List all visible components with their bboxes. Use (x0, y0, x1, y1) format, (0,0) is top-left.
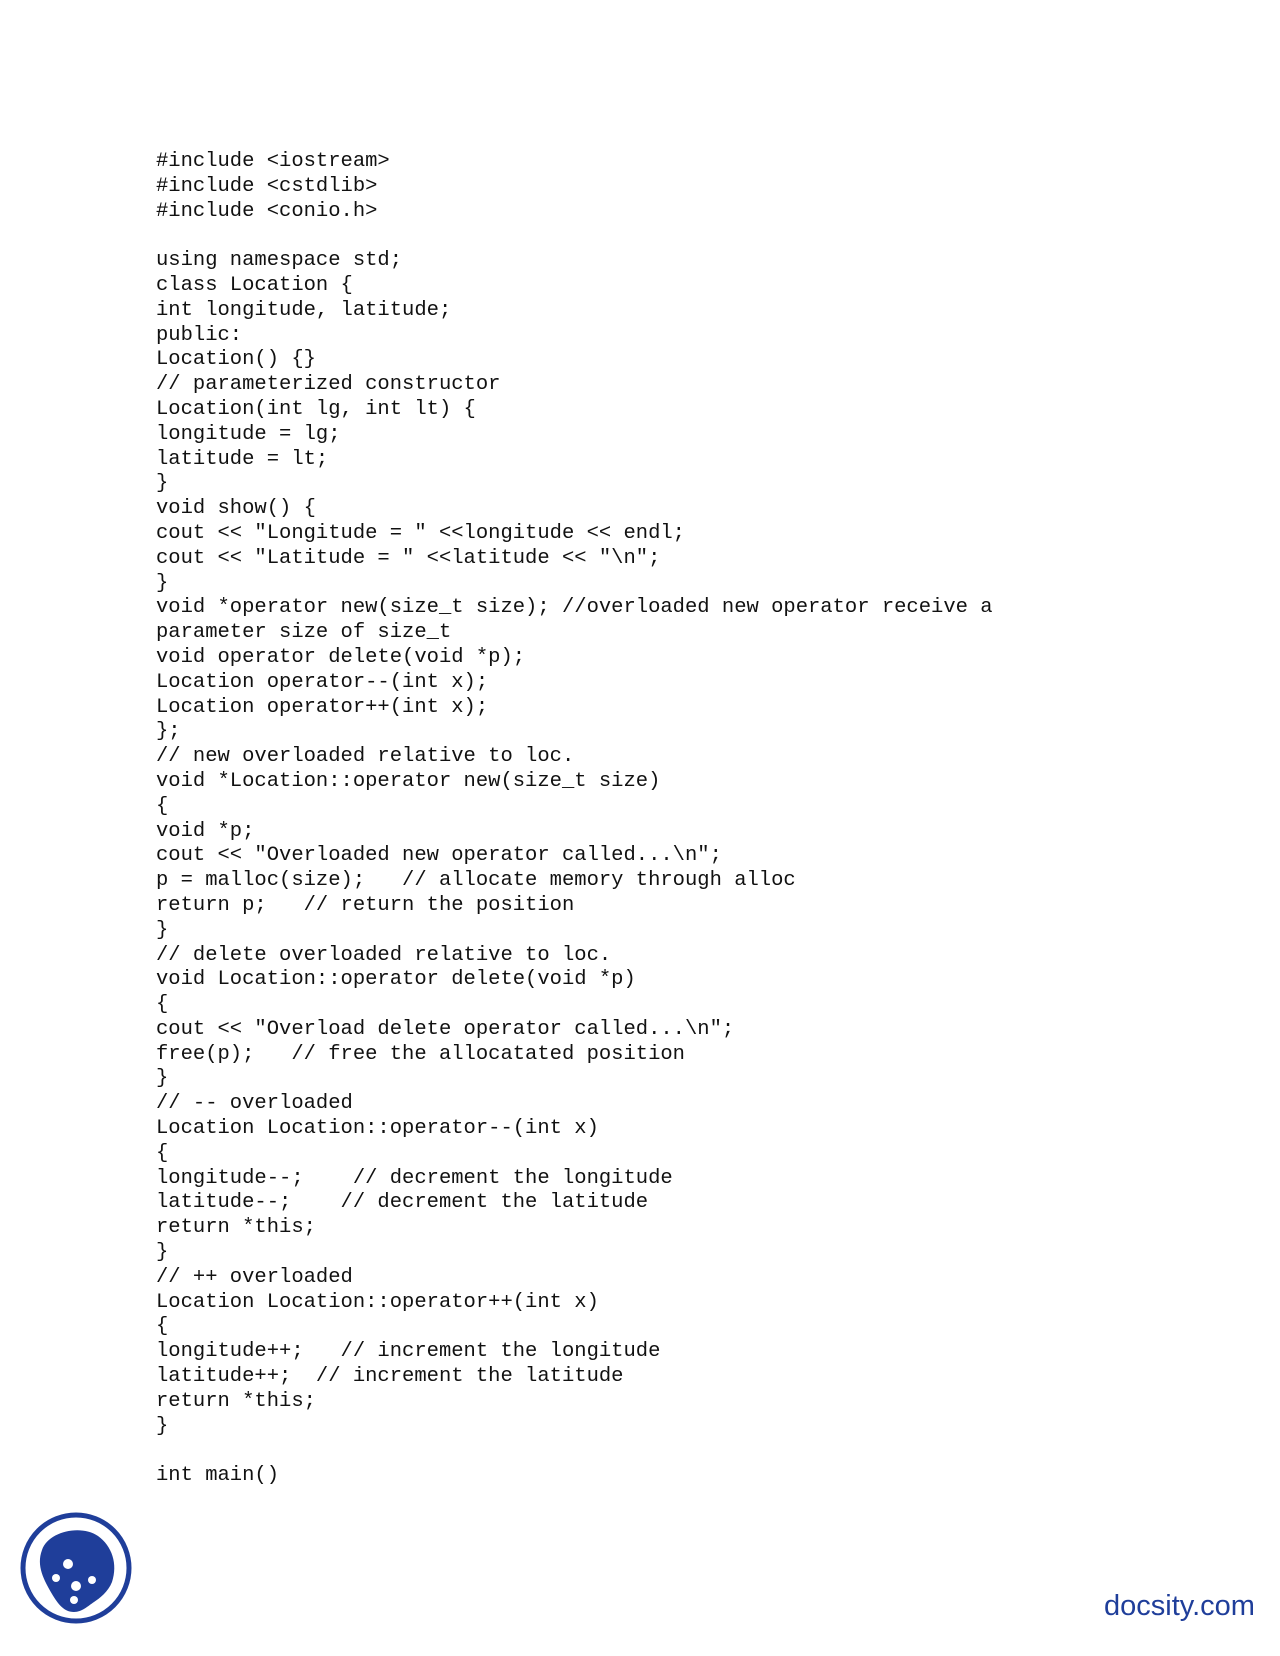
code-line: latitude = lt; (156, 447, 329, 471)
code-line: // ++ overloaded (156, 1265, 353, 1289)
docsity-logo-icon-svg (20, 1512, 132, 1624)
code-line: parameter size of size_t (156, 621, 452, 645)
code-line: #include <iostream> (156, 150, 390, 173)
code-line: }; (156, 720, 181, 744)
code-line: // new overloaded relative to loc. (156, 745, 575, 769)
code-line: // delete overloaded relative to loc. (156, 943, 612, 967)
code-line: } (156, 472, 169, 496)
code-line: return *this; (156, 1389, 316, 1413)
code-line: #include <cstdlib> (156, 174, 378, 198)
code-line: void *p; (156, 819, 255, 843)
code-line: void Location::operator delete(void *p) (156, 968, 636, 992)
code-line: // parameterized constructor (156, 373, 501, 397)
code-line (156, 224, 993, 249)
code-line: latitude++; // increment the latitude (156, 1365, 624, 1389)
code-line: Location operator++(int x); (156, 695, 489, 719)
code-line: Location Location::operator--(int x) (156, 1117, 599, 1141)
code-line: Location(int lg, int lt) { (156, 397, 476, 421)
code-line: void show() { (156, 497, 316, 521)
code-line: int main() (156, 1464, 280, 1488)
code-line: return p; // return the position (156, 893, 575, 917)
code-line: { (156, 1315, 169, 1339)
code-line: Location operator--(int x); (156, 670, 489, 694)
docsity-logo-icon[interactable] (20, 1512, 132, 1624)
code-line: class Location { (156, 273, 353, 297)
code-line: { (156, 1141, 169, 1165)
code-line: int longitude, latitude; (156, 298, 452, 322)
code-line: void *operator new(size_t size); //overloaded new operator receive a (156, 596, 993, 620)
code-line: cout << "Overload delete operator called...\n"; (156, 1017, 735, 1041)
code-line: free(p); // free the allocatated position (156, 1042, 685, 1066)
code-line: } (156, 1414, 169, 1438)
code-line: // -- overloaded (156, 1092, 353, 1116)
code-line: p = malloc(size); // allocate memory through alloc (156, 869, 796, 893)
code-line: { (156, 993, 169, 1017)
code-line (156, 1439, 993, 1464)
code-line: { (156, 794, 169, 818)
code-line: void operator delete(void *p); (156, 645, 526, 669)
code-line: #include <conio.h> (156, 199, 378, 223)
code-line: latitude--; // decrement the latitude (156, 1191, 649, 1215)
code-line: longitude--; // decrement the longitude (156, 1166, 673, 1190)
code-line: using namespace std; (156, 249, 403, 273)
code-line: Location() {} (156, 348, 316, 372)
code-line: cout << "Latitude = " <<latitude << "\n"; (156, 546, 661, 570)
docsity-brand-link[interactable]: docsity.com (1104, 1590, 1255, 1622)
code-line: cout << "Overloaded new operator called...\n"; (156, 844, 722, 868)
code-line: void *Location::operator new(size_t size) (156, 769, 661, 793)
code-line: } (156, 1241, 169, 1265)
code-line: cout << "Longitude = " <<longitude << endl; (156, 521, 685, 545)
code-line: public: (156, 323, 243, 347)
code-line: return *this; (156, 1216, 316, 1240)
code-line: longitude++; // increment the longitude (156, 1340, 661, 1364)
code-line: Location Location::operator++(int x) (156, 1290, 599, 1314)
code-line: } (156, 571, 169, 595)
code-line: } (156, 918, 169, 942)
code-line: } (156, 1067, 169, 1091)
code-listing (156, 150, 993, 1489)
code-line: longitude = lg; (156, 422, 341, 446)
